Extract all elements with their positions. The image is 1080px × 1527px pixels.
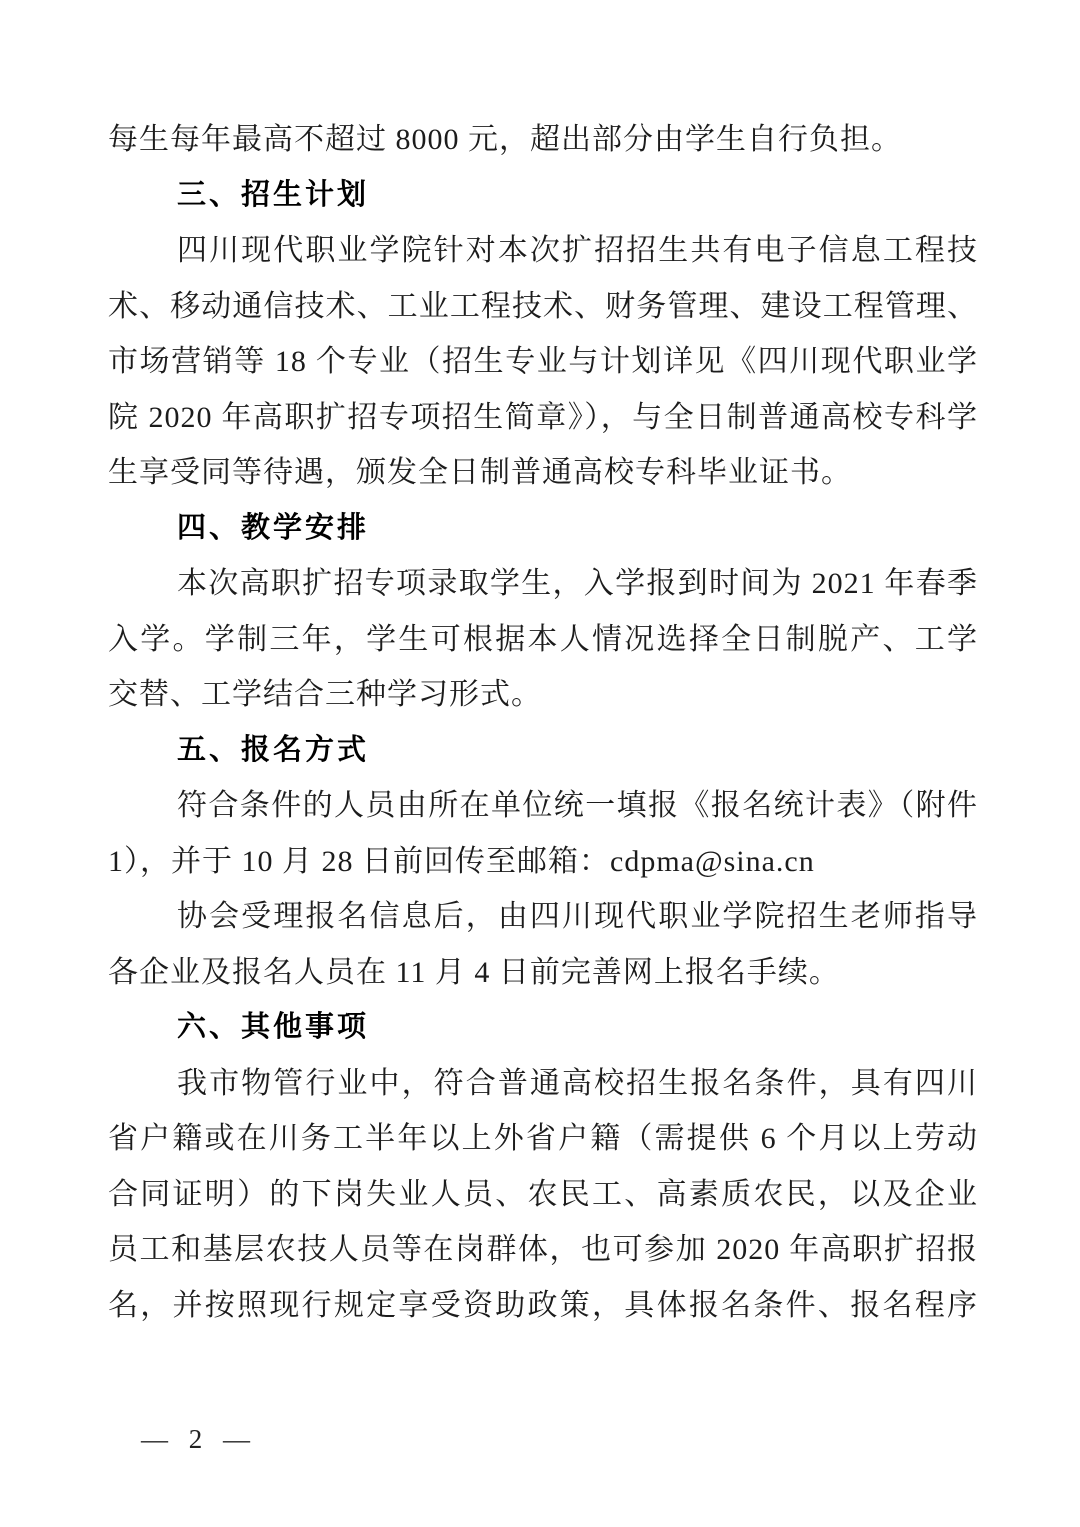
text-line: 院 2020 年高职扩招专项招生简章》），与全日制普通高校专科学 xyxy=(108,400,978,434)
text-line: 各企业及报名人员在 11 月 4 日前完善网上报名手续。 xyxy=(108,955,840,989)
document-body xyxy=(108,112,978,1333)
text-line: 四川现代职业学院针对本次扩招招生共有电子信息工程技 xyxy=(177,234,978,267)
text-line: 我市物管行业中，符合普通高校招生报名条件，具有四川 xyxy=(177,1066,978,1100)
section-heading-enrollment-plan: 三、招生计划 xyxy=(177,178,370,211)
section-heading-registration-method: 五、报名方式 xyxy=(177,733,370,766)
section-heading-other-matters: 六、其他事项 xyxy=(177,1011,370,1043)
text-line: 入学。学制三年，学生可根据本人情况选择全日制脱产、工学 xyxy=(108,622,978,656)
text-line: 交替、工学结合三种学习形式。 xyxy=(108,678,542,711)
text-line: 每生每年最高不超过 8000 元，超出部分由学生自行负担。 xyxy=(108,123,902,156)
text-line: 生享受同等待遇，颁发全日制普通高校专科毕业证书。 xyxy=(108,456,852,489)
text-line: 术、移动通信技术、工业工程技术、财务管理、建设工程管理、 xyxy=(108,289,978,323)
text-line: 合同证明）的下岗失业人员、农民工、高素质农民，以及企业 xyxy=(108,1177,978,1211)
text-line: 名，并按照现行规定享受资助政策，具体报名条件、报名程序 xyxy=(108,1288,978,1322)
page-number: — 2 — xyxy=(141,1424,257,1454)
section-heading-teaching-arrangement: 四、教学安排 xyxy=(177,511,370,544)
text-line: 协会受理报名信息后，由四川现代职业学院招生老师指导 xyxy=(177,900,978,933)
text-line: 本次高职扩招专项录取学生，入学报到时间为 2021 年春季 xyxy=(177,567,978,600)
text-line-with-email: 1），并于 10 月 28 日前回传至邮箱：cdpma@sina.cn xyxy=(108,844,815,878)
text-line: 市场营销等 18 个专业（招生专业与计划详见《四川现代职业学 xyxy=(108,345,978,378)
text-line: 员工和基层农技人员等在岗群体，也可参加 2020 年高职扩招报 xyxy=(108,1233,978,1266)
text-line: 符合条件的人员由所在单位统一填报《报名统计表》（附件 xyxy=(177,789,978,822)
text-line: 省户籍或在川务工半年以上外省户籍（需提供 6 个月以上劳动 xyxy=(108,1122,978,1155)
